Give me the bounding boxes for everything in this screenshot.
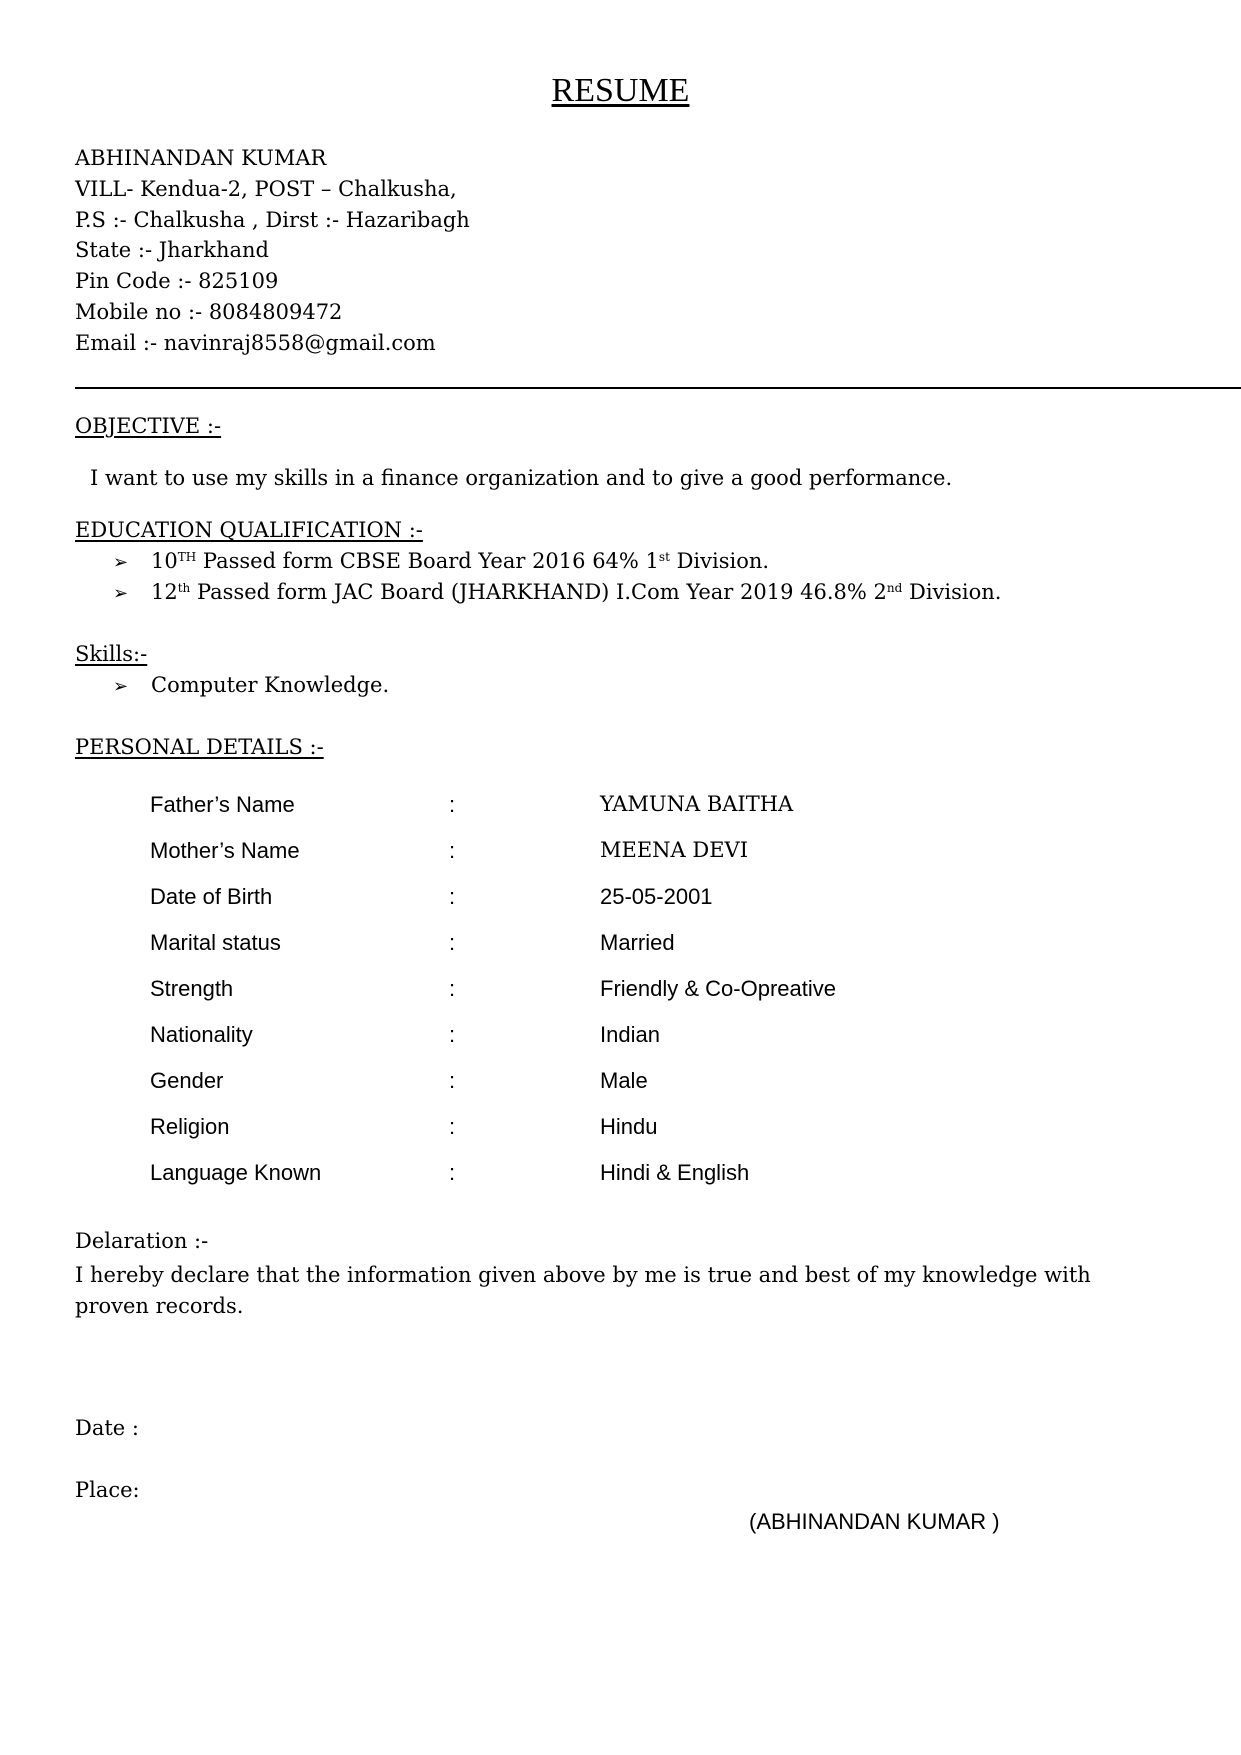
arrow-bullet-icon: ➢ [113,552,129,573]
division-suffix: nd [886,581,903,595]
personal-value: 25-05-2001 [600,884,713,909]
personal-value: YAMUNA BAITHA [600,792,794,816]
personal-value: Hindi & English [600,1160,750,1185]
personal-value: Indian [600,1022,660,1047]
email-line: Email :- navinraj8558@gmail.com [75,331,436,355]
objective-text: I want to use my skills in a finance organization and to give a good performance. [90,466,953,490]
personal-row-strength [0,976,1241,1006]
division-suffix: st [658,550,670,564]
personal-row-gender [0,1068,1241,1098]
personal-label: Strength [150,976,234,1001]
personal-label: Gender [150,1068,224,1093]
personal-details-heading: PERSONAL DETAILS :- [75,735,324,759]
personal-separator: : [449,1022,456,1047]
objective-heading: OBJECTIVE :- [75,414,222,438]
signature-name: (ABHINANDAN KUMAR ) [749,1509,1000,1534]
personal-row-fathers-name [0,792,1241,822]
personal-label: Nationality [150,1022,253,1047]
skill-text: Computer Knowledge. [151,673,390,697]
personal-separator: : [449,930,456,955]
personal-value: Hindu [600,1114,658,1139]
personal-row-language-known [0,1160,1241,1190]
date-label: Date : [75,1416,139,1440]
candidate-name: ABHINANDAN KUMAR [75,146,327,170]
education-grade-suffix: th [177,581,191,595]
address-line-2: P.S :- Chalkusha , Dirst :- Hazaribagh [75,208,470,232]
address-line-1: VILL- Kendua-2, POST – Chalkusha, [75,177,457,201]
horizontal-divider [75,387,1241,389]
education-item [113,580,1001,605]
education-detail: Passed form JAC Board (JHARKHAND) I.Com Year 2019 46.8% 2 [190,580,887,604]
resume-title: RESUME [551,72,690,109]
declaration-text: I hereby declare that the information given above by me is true and best of my knowledge with proven records. [75,1263,1091,1318]
personal-separator: : [449,1068,456,1093]
personal-row-nationality [0,1022,1241,1052]
education-grade-suffix: TH [177,550,197,564]
skill-item [113,673,389,698]
personal-row-religion [0,1114,1241,1144]
education-division: Division. [902,580,1002,604]
arrow-bullet-icon: ➢ [113,583,129,604]
personal-row-mothers-name [0,838,1241,868]
declaration-heading: Delaration :- [75,1229,209,1253]
personal-separator: : [449,838,456,863]
personal-separator: : [449,976,456,1001]
pin-code-line: Pin Code :- 825109 [75,269,279,293]
personal-value: MEENA DEVI [600,838,749,862]
personal-value: Friendly & Co-Opreative [600,976,836,1001]
mobile-line: Mobile no :- 8084809472 [75,300,343,324]
personal-separator: : [449,884,456,909]
education-heading: EDUCATION QUALIFICATION :- [75,518,423,542]
education-division: Division. [669,549,770,573]
place-label: Place: [75,1478,140,1502]
personal-value: Married [600,930,675,955]
personal-separator: : [449,1160,456,1185]
education-item [113,549,769,574]
personal-separator: : [449,1114,456,1139]
arrow-bullet-icon: ➢ [113,676,129,697]
personal-row-date-of-birth [0,884,1241,914]
personal-separator: : [449,792,456,817]
personal-label: Father’s Name [150,792,295,817]
personal-value: Male [600,1068,648,1093]
state-line: State :- Jharkhand [75,238,269,262]
education-detail: Passed form CBSE Board Year 2016 64% 1 [196,549,659,573]
personal-label: Mother’s Name [150,838,300,863]
personal-label: Date of Birth [150,884,273,909]
personal-row-marital-status [0,930,1241,960]
education-grade: 10 [151,549,178,573]
personal-label: Language Known [150,1160,322,1185]
skills-heading: Skills:- [75,642,148,666]
personal-label: Marital status [150,930,281,955]
education-grade: 12 [151,580,178,604]
personal-label: Religion [150,1114,230,1139]
